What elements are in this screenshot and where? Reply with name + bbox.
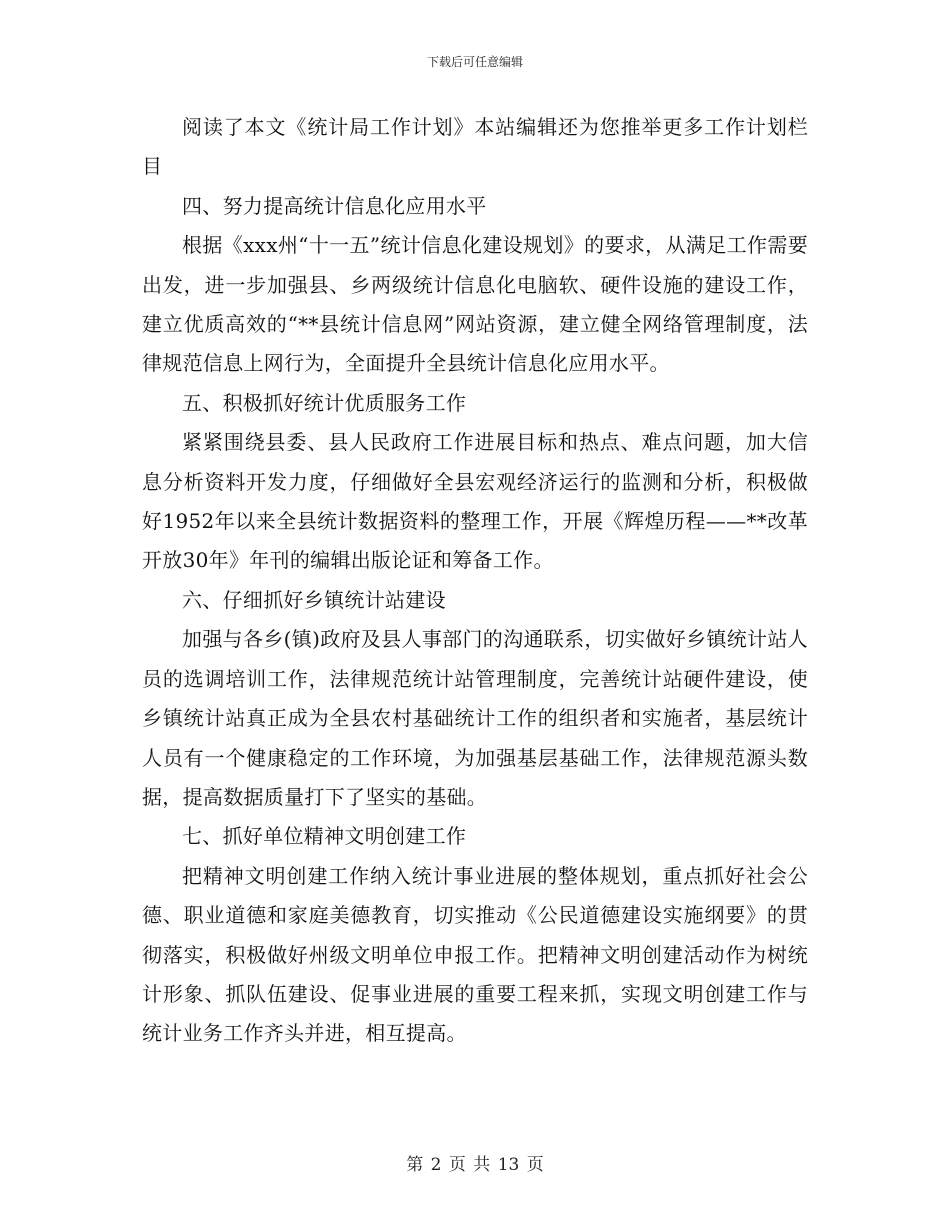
paragraph-7: 把精神文明创建工作纳入统计事业进展的整体规划，重点抓好社会公德、职业道德和家庭美德教育，切实推动《公民道德建设实施纲要》的贯彻落实，积极做好州级文明单位申报工作。把精神文明创建活动作为树统计形象、抓队伍建设、促事业进展的重要工程来抓，实现文明创建工作与统计业务工作齐头并进，相互提高。 (142, 863, 808, 1046)
paragraph-5: 紧紧围绕县委、县人民政府工作进展目标和热点、难点问题，加大信息分析资料开发力度，仔细做好全县宏观经济运行的监测和分析，积极做好1952年以来全县统计数据资料的整理工作，开展《辉煌历程——**改革开放30年》年刊的编辑出版论证和筹备工作。 (142, 430, 808, 573)
page-footer: 第 2 页 共 13 页 (406, 1155, 544, 1175)
document-body (142, 108, 808, 1054)
section-heading-4: 四、努力提高统计信息化应用水平 (182, 193, 487, 218)
paragraph-6: 加强与各乡(镇)政府及县人事部门的沟通联系，切实做好乡镇统计站人员的选调培训工作，法律规范统计站管理制度，完善统计站硬件建设，使乡镇统计站真正成为全县农村基础统计工作的组织者和实施者，基层统计人员有一个健康稳定的工作环境，为加强基层基础工作，法律规范源头数据，提高数据质量打下了坚实的基础。 (142, 627, 808, 809)
section-heading-5: 五、积极抓好统计优质服务工作 (182, 390, 467, 415)
paragraph-intro: 阅读了本文《统计局工作计划》本站编辑还为您推举更多工作计划栏目 (142, 115, 808, 179)
section-heading-7: 七、抓好单位精神文明创建工作 (182, 824, 467, 849)
paragraph-4: 根据《xxx州“十一五”统计信息化建设规划》的要求，从满足工作需要出发，进一步加强县、乡两级统计信息化电脑软、硬件设施的建设工作，建立优质高效的“**县统计信息网”网站资源，建立健全网络管理制度，法律规范信息上网行为，全面提升全县统计信息化应用水平。 (142, 233, 808, 376)
page-header: 下载后可任意编辑 (426, 55, 523, 69)
section-heading-6: 六、仔细抓好乡镇统计站建设 (182, 587, 446, 612)
